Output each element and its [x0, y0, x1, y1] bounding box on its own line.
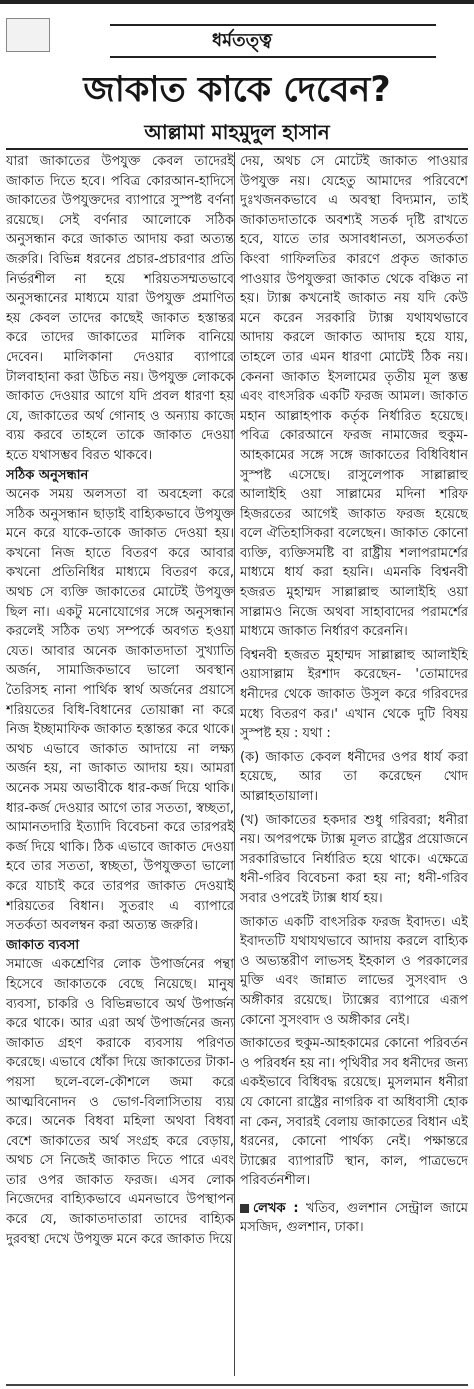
paragraph: অনেক সময় অলসতা বা অবহেলা করে সঠিক অনুসন্ধান ছাড়াই বাহ্যিকভাবে উপযুক্ত মনে করে যাকে-তাকে জাকাত দেওয়া হয়। কখনো নিজ হাতে বিতরণ করে আবার কখনো প্রতিনিধির মাধ্যমে বিতরণ করে, অথচ সে ব্যক্তি জাকাতের মোটেই উপযুক্ত ছিল না। একটু মনোযোগের সঙ্গে অনুসন্ধান করলেই সঠিক তথ্য সম্পর্কে অবগত হওয়া যেত। আবার অনেক জাকাতদাতা সুখ্যাতি অর্জন, সামাজিকভাবে ভালো অবস্থান তৈরিসহ নানা পার্থিক স্বার্থ অর্জনের প্রয়াসে শরিয়তের বিধি-বিধানের তোয়াক্কা না করে নিজ ইচ্ছামাফিক জাকাত হস্তান্তর করে থাকে। অথচ এভাবে জাকাত আদায়ে না লক্ষ্য অর্জন হয়, না জাকাত আদায় হয়। আমরা অনেক সময় অভাবীকে ধার-কর্জ দিয়ে থাকি। ধার-কর্জ দেওয়ার আগে তার সততা, স্বচ্ছতা, আমানতদারি ইত্যাদি বিবেচনা করে তারপরই কর্জ দিয়ে থাকি। ঠিক এভাবে জাকাত দেওয়া হবে তার সততা, স্বচ্ছতা, উপযুক্ততা ভালো করে যাচাই করে তারপর জাকাত দেওয়াই শরিয়তের বিধান। সুতরাং এ ব্যাপারে সতর্কতা অবলম্বন করা অত্যন্ত জরুরি। [6, 487, 234, 934]
right-column [240, 152, 468, 1382]
paragraph: বিশ্বনবী হজরত মুহাম্মদ সাল্লাল্লাহু আলাইহি ওয়াসাল্লাম ইরশাদ করেছেন- 'তোমাদের ধনীদের থেকে জাকাত উসুল করে গরিবদের মধ্যে বিতরণ কর।' এখান থেকে দুটি বিষয় সুস্পষ্ট হয় : যথা : [240, 647, 468, 742]
bottom-rule [6, 1384, 468, 1386]
section-label: ধর্মতত্ত্ব [200, 27, 284, 55]
credit-label: লেখক : [253, 1200, 299, 1216]
paragraph: সমাজে একশ্রেণির লোক উপার্জনের পন্থা হিসেবে জাকাতকে বেছে নিয়েছে। মানুষ ব্যবসা, চাকরি ও বিভিন্নভাবে অর্থ উপার্জন করে থাকে। আর এরা অর্থ উপার্জনের জন্য জাকাত গ্রহণ করাকে ব্যবসায় পরিণত করেছে। এভাবে ধোঁকা দিয়ে জাকাতের টাকা-পয়সা ছলে-বলে-কৌশলে জমা করে আত্মবিনোদন ও ভোগ-বিলাসিতায় ব্যয় করে। অনেক বিধবা মহিলা অথবা বিধবা বেশে জাকাতের অর্থ সংগ্রহ করে বেড়ায়, অথচ সে নিজেই জাকাত দিতে পারে এবং তার ওপর জাকাত ফরজ। এসব লোক নিজেদের বাহ্যিকভাবে এমনভাবে উপস্থাপন করে যে, জাকাতদাতারা তাদের বাহ্যিক দুরবস্থা দেখে উপযুক্ত মনে করে জাকাত দিয়ে [6, 957, 234, 1247]
paragraph: (খ) জাকাতের হকদার শুধু গরিবরা; ধনীরা নয়। অপরপক্ষে ট্যাক্স মূলত রাষ্ট্রের প্রয়োজনে সরকারিভাবে নির্ধারিত হয়ে থাকে। এক্ষেত্রে ধনী-গরিব বিবেচনা করা হয় না; ধনী-গরিব সবার ওপরেই ট্যাক্স ধার্য হয়। [240, 812, 468, 906]
top-rule [0, 0, 474, 4]
subheading-correct-search: সঠিক অনুসন্ধান [6, 467, 89, 483]
square-bullet-icon [240, 1204, 249, 1213]
author-credit [240, 1199, 468, 1238]
paragraph: জাকাত একটি বাৎসরিক ফরজ ইবাদত। এই ইবাদতটি যথাযথভাবে আদায় করলে বাহ্যিক ও অভ্যন্তরীণ লাভসহ ইহকাল ও পরকালের মুক্তি এবং জান্নাত লাভের সুসংবাদ ও অঙ্গীকার রয়েছে। ট্যাক্সের ব্যাপারে এরূপ কোনো সুসংবাদ ও অঙ্গীকার নেই। [240, 914, 468, 1028]
left-column [6, 152, 234, 1382]
article-title: জাকাত কাকে দেবেন? [83, 70, 391, 110]
masthead-logo [6, 18, 50, 52]
credit-text: খতিব, গুলশান সেন্ট্রাল জামে মসজিদ, গুলশান, ঢাকা। [240, 1200, 468, 1236]
paragraph: যারা জাকাতের উপযুক্ত কেবল তাদেরই জাকাত দিতে হবে। পবিত্র কোরআন-হাদিসে জাকাতের উপযুক্তদের ব্যাপারে সুস্পষ্ট বর্ণনা রয়েছে। সেই বর্ণনার আলোকে সঠিক অনুসন্ধান করে জাকাত আদায় করা অত্যন্ত জরুরি। বিভিন্ন ধরনের প্রচার-প্রচারণার প্রতি নির্ভরশীল না হয়ে শরিয়তসম্মতভাবে অনুসন্ধানের মাধ্যমে যারা উপযুক্ত প্রমাণিত হয় কেবল তাদের কাছেই জাকাত হস্তান্তর করে তাদের জাকাতের মালিক বানিয়ে দেবেন। মালিকানা দেওয়ার ব্যাপারে টালবাহানা করা উচিত নয়। উপযুক্ত লোককে জাকাত দেওয়ার আগে যদি প্রবল ধারণা হয় যে, জাকাতের অর্থ গোনাহ ও অন্যায় কাজে ব্যয় করবে তাহলে তাকে জাকাত দেওয়া হতে যথাসম্ভব বিরত থাকবে। [6, 154, 234, 463]
column-divider [234, 152, 235, 1376]
author-name: আল্লামা মাহমুদুল হাসান [144, 120, 330, 144]
paragraph: দেয়, অথচ সে মোটেই জাকাত পাওয়ার উপযুক্ত নয়। যেহেতু আমাদের পরিবেশে দুঃখজনকভাবে এ অবস্থা বিদ্যমান, তাই জাকাতদাতাকে অবশ্যই সতর্ক দৃষ্টি রাখতে হবে, যাতে তার অসাবধানতা, অসতর্কতা কিংবা গাফিলতির কারণে প্রকৃত জাকাত পাওয়ার উপযুক্তরা জাকাত থেকে বঞ্চিত না হয়। ট্যাক্স কখনোই জাকাত নয় যদি কেউ মনে করেন সরকারি ট্যাক্স যথাযথভাবে আদায় করলে জাকাত আদায় হয়ে যায়, তাহলে তার এমন ধারণা মোটেই ঠিক নয়। কেননা জাকাত ইসলামের তৃতীয় মূল স্তম্ভ এবং বাৎসরিক একটি ফরজ আমল। জাকাত মহান আল্লাহপাক কর্তৃক নির্ধারিত হয়েছে। পবিত্র কোরআনে ফরজ নামাজের হুকুম-আহকামের সঙ্গে সঙ্গে জাকাতের বিধিবিধান সুস্পষ্ট এসেছে। রাসুলেপাক সাল্লাল্লাহু আলাইহি ওয়া সাল্লামের মদিনা শরিফ হিজরতের আগেই জাকাত ফরজ হয়েছে বলে ঐতিহাসিকরা বলেছেন। জাকাত কোনো ব্যক্তি, ব্যক্তিসমষ্টি বা রাষ্ট্রীয় শলাপরামর্শের মাধ্যমে ধার্য করা হয়নি। এমনকি বিশ্বনবী হজরত মুহাম্মদ সাল্লাল্লাহু আলাইহি ওয়া সাল্লামও নিজে অথবা সাহাবাদের পরামর্শের মাধ্যমে জাকাত নির্ধারণ করেননি। [240, 154, 468, 640]
paragraph: (ক) জাকাত কেবল ধনীদের ওপর ধার্য করা হয়েছে, আর তা করেছেন খোদ আল্লাহতায়ালা। [240, 749, 468, 804]
header-rule [6, 148, 468, 150]
paragraph: জাকাতের হুকুম-আহকামের কোনো পরিবর্তন ও পরিবর্ধন হয় না। পৃথিবীর সব ধনীদের জন্য একইভাবে বিধিবদ্ধ রয়েছে। মুসলমান ধনীরা যে কোনো রাষ্ট্রের নাগরিক বা অধিবাসী হোক না কেন, সবারই বেলায় জাকাতের বিধান এই ধরনের, কোনো পার্থক্য নেই। পক্ষান্তরে ট্যাক্সের ব্যাপারটি স্থান, কাল, পাত্রভেদে পরিবর্তনশীল। [240, 1036, 468, 1189]
subheading-zakat-business: জাকাত ব্যবসা [6, 937, 80, 953]
